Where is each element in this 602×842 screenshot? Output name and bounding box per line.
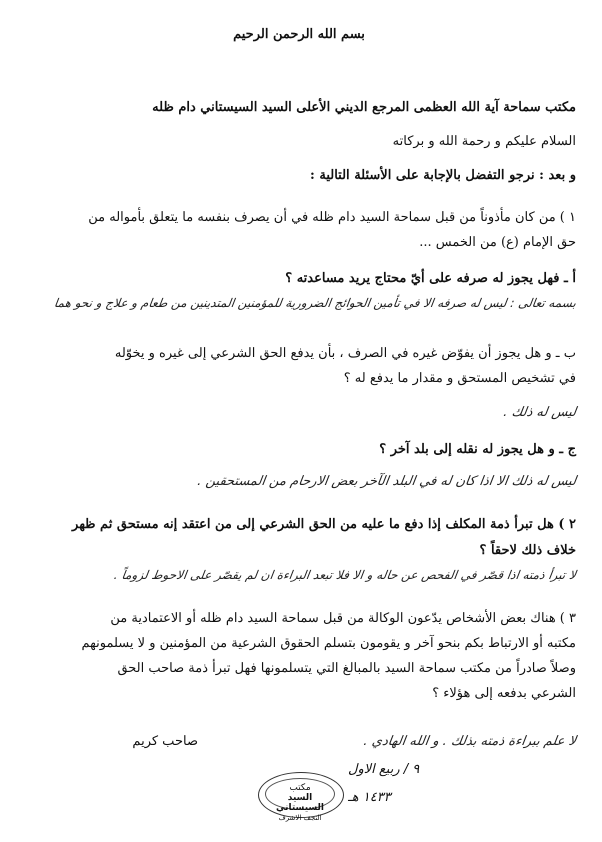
- greeting-line: السلام عليكم و رحمة الله و بركاته: [392, 134, 576, 149]
- question-1a: أ ـ فهل يجوز له صرفه على أيّ محتاج يريد مساعدته ؟: [285, 271, 576, 286]
- office-seal-text: [265, 778, 335, 822]
- answer-1a-handwritten: بسمه تعالى : ليس له صرفه الا في تأمين الحوائج الضرورية للمؤمنين المتدينين من طعام و علاج و نحو هما: [53, 296, 577, 310]
- hijri-date-day-month: ٩ / ربيع الاول: [348, 762, 420, 777]
- question-1-line-2: حق الإمام (ع) من الخمس ...: [419, 235, 576, 250]
- question-3-line-2: مكتبه أو الارتباط بكم بنحو آخر و يقومون بتسلم الحقوق الشرعية من المؤمنين و لا يسلمونهم: [81, 636, 576, 651]
- answer-1b-handwritten: ليس له ذلك .: [502, 405, 578, 420]
- question-2-line-2: خلاف ذلك لاحقاً ؟: [479, 543, 576, 558]
- answer-1c-handwritten: ليس له ذلك الا اذا كان له في البلد الآخر بعض الارحام من المستحقين .: [196, 474, 578, 489]
- question-1b-line-1: ب ـ و هل يجوز أن يفوّض غيره في الصرف ، بأن يدفع الحق الشرعي إلى غيره و يخوّله: [114, 346, 576, 361]
- seal-line-2: السيد السيستاني: [276, 793, 324, 813]
- answer-3-handwritten: لا علم ببراءة ذمته بذلك . و الله الهادي .: [362, 734, 578, 749]
- hijri-date-year: ١٤٣٣ هـ: [348, 790, 391, 805]
- basmala: بسم الله الرحمن الرحيم: [233, 27, 365, 42]
- question-3-line-4: الشرعي بدفعه إلى هؤلاء ؟: [432, 686, 576, 701]
- question-1b-line-2: في تشخيص المستحق و مقدار ما يدفع له ؟: [343, 371, 576, 386]
- question-2-line-1: ٢ ) هل تبرأ ذمة المكلف إذا دفع ما عليه من الحق الشرعي إلى من اعتقد إنه مستحق ثم ظهر: [72, 517, 576, 532]
- seal-line-1: مكتب: [289, 783, 311, 793]
- question-3-line-3: وصلاً صادراً من مكتب سماحة السيد بالمبالغ التي يتسلمونها فهل تبرأ ذمة صاحب الحق: [117, 661, 576, 676]
- intro-line: و بعد : نرجو التفضل بالإجابة على الأسئلة التالية :: [310, 168, 576, 183]
- seal-line-3: النجف الاشرف: [278, 814, 322, 822]
- answer-2-handwritten: لا تبرأ ذمته اذا قصّر في الفحص عن حاله و الا فلا تبعد البراءة ان لم يقصّر على الاحوط لزوماً .: [113, 568, 577, 582]
- office-seal: [258, 772, 344, 822]
- signoff: صاحب كريم: [132, 734, 198, 749]
- question-1c: ج ـ و هل يجوز له نقله إلى بلد آخر ؟: [379, 442, 576, 457]
- question-1-line-1: ١ ) من كان مأذوناً من قبل سماحة السيد دام ظله في أن يصرف بنفسه ما يتعلق بأمواله من: [88, 210, 576, 225]
- addressee-line: مكتب سماحة آية الله العظمى المرجع الديني الأعلى السيد السيستاني دام ظله: [152, 100, 576, 115]
- question-3-line-1: ٣ ) هناك بعض الأشخاص يدّعون الوكالة من قبل سماحة السيد دام ظله أو الاعتمادية من: [110, 611, 576, 626]
